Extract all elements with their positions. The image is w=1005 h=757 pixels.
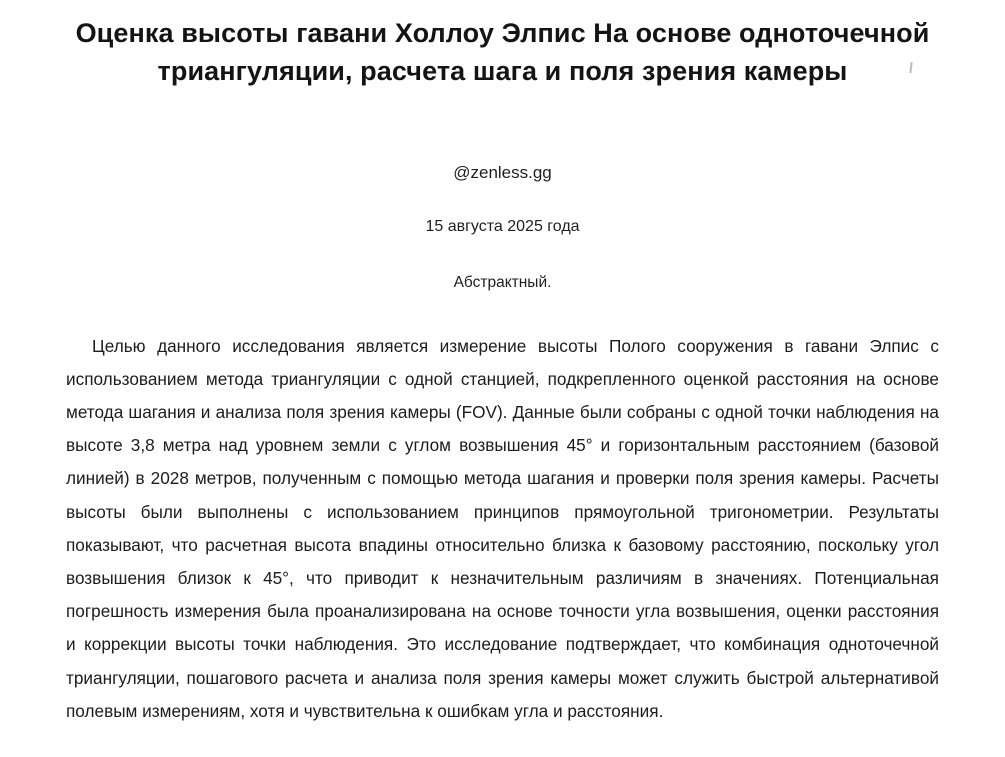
abstract-text: Целью данного исследования является измерение высоты Полого сооружения в гавани Элпис с использованием метода триангуляции с одной станцией, подкрепленного оценкой расстояния на основе метода шагания и анализа поля зрения камеры (FOV). Данные были собраны с одной точки наблюдения на высоте 3,8 метра над уровнем земли с углом возвышения 45° и горизонтальным расстоянием (базовой линией) в 2028 метров, полученным с помощью метода шагания и проверки поля зрения камеры. Расчеты высоты были выполнены с использованием принципов прямоугольной тригонометрии. Результаты показывают, что расчетная высота впадины относительно близка к базовому расстоянию, поскольку угол возвышения близок к 45°, что приводит к незначительным различиям в значениях. Потенциальная погрешность измерения была проанализирована на основе точности угла возвышения, оценки расстояния и коррекции высоты точки наблюдения. Это исследование подтверждает, что комбинация одноточечной триангуляции, пошагового расчета и анализа поля зрения камеры может служить быстрой альтернативой полевым измерениям, хотя и чувствительна к ошибкам угла и расстояния.: [66, 335, 939, 721]
page-title: Оценка высоты гавани Холлоу Элпис На основе одноточечной триангуляции, расчета шага и поля зрения камеры: [75, 18, 930, 87]
author-handle: @zenless.gg: [453, 162, 552, 182]
abstract-body: [60, 330, 945, 728]
abstract-heading: Абстрактный.: [453, 273, 552, 291]
publication-date: 15 августа 2025 года: [425, 217, 580, 235]
